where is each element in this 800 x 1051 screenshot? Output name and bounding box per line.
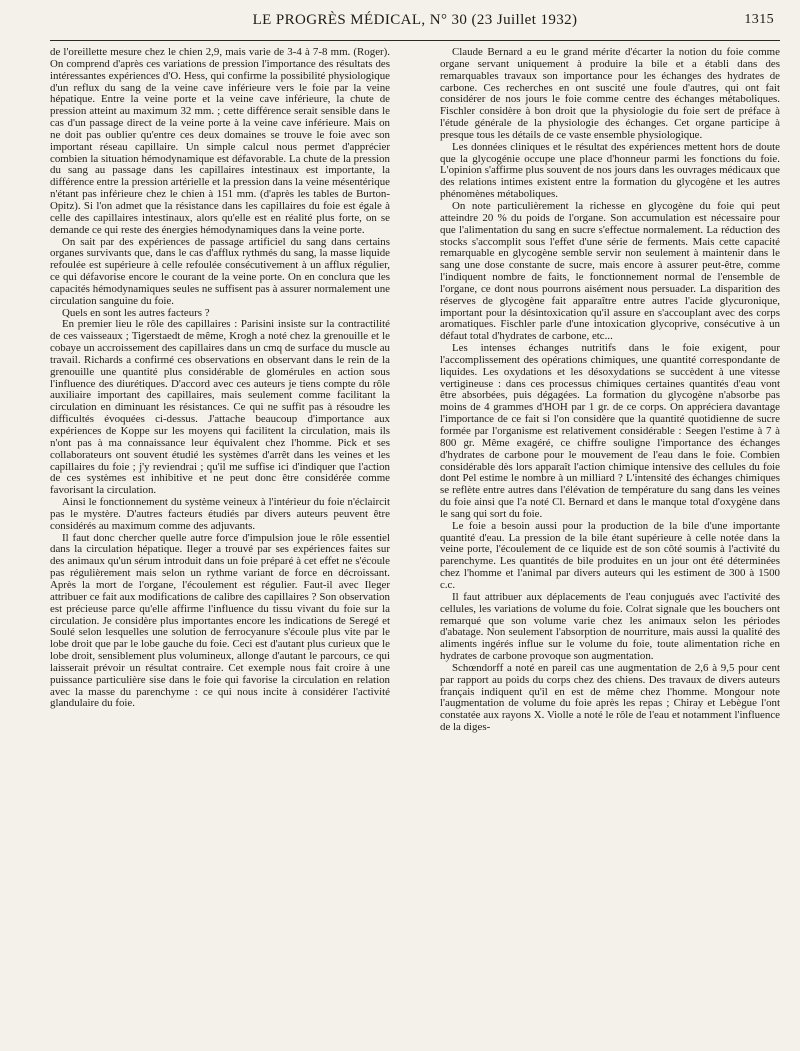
page-number: 1315 <box>744 12 774 27</box>
paragraph: Les intenses échanges nutritifs dans le foie exigent, pour l'accomplissement des opérations chimiques, une quantité correspondante de liquides. Les oxydations et les désoxydations se succèdent à une vitesse vertigineuse : dans ces processus chimiques certaines quantités d'eau vont être absorbées, puis dégagées. La formation du glycogène n'absorbe pas moins de 4 grammes d'HOH par 1 gr. de ce corps. On appréciera davantage l'importance de ce fait si l'on considère que la quantité quotidienne de sucre formée par l'organisme est relativement considérable : Seegen l'estime à 7 à 800 gr. Même exagéré, ce chiffre souligne l'importance des échanges d'hydrates de carbone pour le mouvement de l'eau dans le foie. Combien considérable dès lors apparaît l'action chimique intensive des cellules du foie dont Pel estime le nombre à un milliard ? L'intensité des échanges chimiques se reflète entre autres dans l'élévation de température du sang dans les veines du foie ainsi que l'a noté Cl. Bernard et dans le manque total d'oxygène dans le sang qui sort du foie. <box>440 342 780 520</box>
paragraph: Claude Bernard a eu le grand mérite d'écarter la notion du foie comme organe servant uniquement à produire la bile et a établi dans des remarquables travaux son importance pour les échanges des hydrates de carbone. Ces recherches en ont suscité une foule d'autres, qui ont fait considérer de nos jours le foie comme centre des échanges métaboliques. Fischler considère à bon droit que la physiologie du foie sert de préface à l'étude générale de la physiologie des échanges. Cet organe participe à presque tous les détails de ce vaste ensemble physiologique. <box>440 47 780 141</box>
journal-title: LE PROGRÈS MÉDICAL, <box>252 12 426 28</box>
header-rule <box>50 40 780 41</box>
paragraph: On note particulièrement la richesse en glycogène du foie qui peut atteindre 20 % du poids de l'organe. Son accumulation est nécessaire pour que l'alimentation du sang en sucre s'effectue normalement. La réduction des stocks s'accomplit sous l'effet d'une série de ferments. Mais cette capacité remarquable en glycogène semble servir non seulement à maintenir dans le sang une dose constante de sucre, mais encore à assurer peut-être, comme l'indiquent nombre de faits, le fonctionnement normal de l'ensemble de l'organe, ce dont nous pourrons aisément nous persuader. La disparition des réserves de glycogène fait apparaître entre autres l'acide glycuronique, important pour la désintoxication qu'il assure en s'accouplant avec des corps aromatiques. Fischler parle d'une intoxication glycoprive, consécutive à un défaut total d'hydrates de carbone, etc... <box>440 199 780 343</box>
text-columns <box>50 47 780 1037</box>
paragraph: Il faut donc chercher quelle autre force d'impulsion joue le rôle essentiel dans la circulation hépatique. Ileger a trouvé par ses expériences faites sur des animaux qu'un sérum introduit dans un foie préparé à cet effet ne s'écoule pas régulièrement mais selon un rythme variant de force en décroissant. Après la mort de l'organe, l'écoulement est régulier. Faut-il avec Ileger attribuer ce fait aux modifications de calibre des capillaires ? Son observation est précieuse parce qu'elle affirme l'influence du tissu vivant du foie sur la circulation. Je considère plus importantes encore les indications de Seregé et Soulé selon lesquelles une solution de ferrocyanure s'écoule plus vite par le lobe droit que par le lobe gauche du foie. Ceci est d'autant plus curieux que le lobe droit, sensiblement plus volumineux, allonge d'autant le parcours, ce qui laisserait prévoir un résultat contraire. Cet exemple nous fait croire à une puissance particulière sise dans le foie qui favorise la circulation en relation avec la masse du parenchyme : ce qui nous incite à considérer l'activité glandulaire du foie. <box>50 531 390 710</box>
paragraph: Schœndorff a noté en pareil cas une augmentation de 2,6 à 9,5 pour cent par rapport au poids du corps chez des chiens. Des travaux de divers auteurs français indiquent qu'il en est de même chez l'homme. Mongour note l'augmentation de volume du foie après les repas ; Chiray et Lebègue l'ont constatée aux rayons X. Violle a noté le rôle de l'eau et notamment l'influence de la diges- <box>440 661 780 734</box>
paragraph: de l'oreillette mesure chez le chien 2,9, mais varie de 3-4 à 7-8 mm. (Roger). On comprend d'après ces variations de pression l'importance des résultats des intéressantes expériences d'O. Hess, qui confirme la possibilité physiologique d'un reflux du sang de la veine cave inférieure vers le foie par la veine hépatique. Entre la veine porte et la veine cave inférieure, la chute de pression atteint au maximum 32 mm. ; cette différence serait sensible dans le cas d'un passage direct de la veine porte à la veine cave inférieure. Mais on ne doit pas oublier qu'entre ces deux domaines se trouve le foie avec son important réseau capillaire. Un simple calcul nous permet d'apprécier combien la situation hémodynamique est défavorable. La chute de la pression du sang au passage dans les capillaires intestinaux est importante, la différence entre la pression artérielle et la pression dans la veine mésentérique n'étant pas inférieure chez le chien à 151 mm. (d'après les tables de Burton-Opitz). Si l'on admet que la résistance dans les capillaires du foie est égale à celle des capillaires intestinaux, alors qu'elle est en réalité plus forte, on se demande ce qui reste des énergies hémodynamiques dans la veine porte. <box>50 47 390 236</box>
paragraph: Quels en sont les autres facteurs ? <box>62 306 210 319</box>
running-header <box>50 12 780 38</box>
paragraph: En premier lieu le rôle des capillaires : Parisini insiste sur la contractilité de ces vaisseaux ; Tigerstaedt de même, Krogh a noté chez la grenouille et le cobaye un accroissement des capillaires dans un cmq de surface du muscle au travail. Richards a confirmé ces observations en observant dans le rein de la grenouille une quantité plus considérable de glomérules en action sous l'influence des diurétiques. D'accord avec ces auteurs je tiens compte du rôle auxiliaire important des capillaires, mais seulement comme facilitant la circulation en diminuant les résistances. Ce qui ne suffit pas à résoudre les difficultés évoquées ci-dessus. J'attache beaucoup d'importance aux expériences de Koppe sur les moyens qui facilitent la circulation, mais ils n'ont pas à ma connaissance leur équivalent chez l'homme. Pick et ses collaborateurs ont souvent étudié les systèmes d'arrêt dans les veines et les capillaires du foie ; j'y reviendrai ; qu'il me suffise ici d'indiquer que l'action de ces systèmes est inhibitive et ne peut donc être considérée comme favorisant la circulation. <box>50 318 390 497</box>
paragraph: Il faut attribuer aux déplacements de l'eau conjugués avec l'activité des cellules, les variations de volume du foie. Colrat signale que les bouchers ont remarqué que son volume varie chez les animaux selon les périodes d'abatage. Non seulement l'absorption de nourriture, mais aussi la qualité des aliments ingérés influe sur le volume du foie, toute alimentation riche en hydrates de carbone provoque son augmentation. <box>440 590 780 663</box>
paragraph: Les données cliniques et le résultat des expériences mettent hors de doute que la glycogénie occupe une place d'honneur parmi les fonctions du foie. L'opinion s'affirme plus souvent de nos jours dans les ouvrages médicaux que des relations intimes existent entre la formation du glycogène et les autres phénomènes métaboliques. <box>440 140 780 201</box>
left-column <box>50 47 390 1037</box>
paragraph: On sait par des expériences de passage artificiel du sang dans certains organes survivants que, dans le cas d'afflux rythmés du sang, la masse liquide refoulée est supérieure à celle refoulée consécutivement à un afflux régulier, ce qui défavorise encore le courant de la veine porte. On en conclura que les capacités hémodynamiques seules ne suffisent pas à assurer normalement une circulation sanguine du foie. <box>50 235 390 307</box>
paragraph: Le foie a besoin aussi pour la production de la bile d'une importante quantité d'eau. La pression de la bile étant supérieure à celle notée dans la veine porte, l'écoulement de ce liquide est de son côté soumis à l'activité du parenchyme. Les quantités de bile produites en un jour ont été déterminées chez l'homme et l'animal par divers auteurs qui les estiment de 300 à 1500 c.c. <box>440 519 780 591</box>
paragraph: Ainsi le fonctionnement du système veineux à l'intérieur du foie n'éclaircit pas le mystère. D'autres facteurs étudiés par divers auteurs peuvent être considérés au maximum comme des adjuvants. <box>50 496 390 532</box>
right-column <box>440 47 780 1037</box>
issue-info: N° 30 (23 Juillet 1932) <box>429 12 578 28</box>
